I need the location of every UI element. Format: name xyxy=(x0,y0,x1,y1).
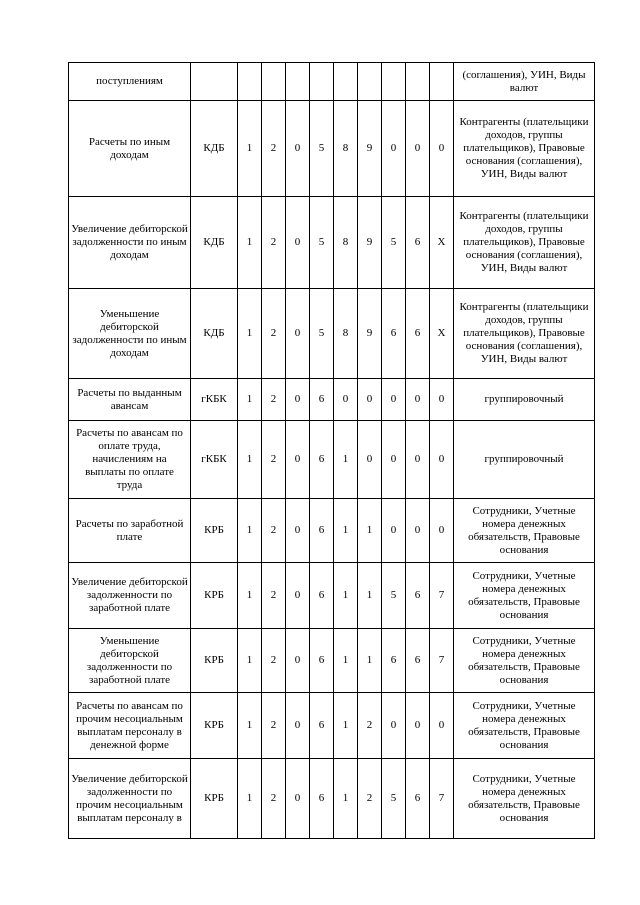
account-code-digit-cell: 5 xyxy=(310,289,334,379)
account-kind-cell: гКБК xyxy=(191,379,238,421)
account-kind-cell xyxy=(191,63,238,101)
account-code-digit-cell: 0 xyxy=(358,421,382,499)
account-code-digit-cell: 5 xyxy=(310,197,334,289)
account-code-digit-cell: 6 xyxy=(406,289,430,379)
account-code-digit-cell xyxy=(430,63,454,101)
account-code-digit-cell: X xyxy=(430,289,454,379)
table-row xyxy=(69,63,595,101)
account-code-digit-cell: 0 xyxy=(430,101,454,197)
account-code-digit-cell: 6 xyxy=(310,563,334,629)
account-code-digit-cell: 1 xyxy=(334,693,358,759)
account-kind-cell: КДБ xyxy=(191,197,238,289)
table-row xyxy=(69,289,595,379)
analytics-cell: Контрагенты (плательщики доходов, группы плательщиков), Правовые основания (соглашения), УИН, Виды валют xyxy=(454,101,595,197)
account-code-digit-cell: 0 xyxy=(406,379,430,421)
account-code-digit-cell xyxy=(238,63,262,101)
account-name-cell: Увеличение дебиторской задолженности по заработной плате xyxy=(69,563,191,629)
account-code-digit-cell xyxy=(334,63,358,101)
account-code-digit-cell: 2 xyxy=(262,421,286,499)
table-row xyxy=(69,759,595,839)
account-code-digit-cell: 1 xyxy=(238,499,262,563)
account-code-digit-cell: 2 xyxy=(262,759,286,839)
account-kind-cell: КРБ xyxy=(191,499,238,563)
account-code-digit-cell: 5 xyxy=(310,101,334,197)
account-code-digit-cell: 2 xyxy=(262,379,286,421)
accounts-table xyxy=(68,62,595,839)
account-kind-cell: КРБ xyxy=(191,629,238,693)
account-code-digit-cell: 0 xyxy=(358,379,382,421)
account-code-digit-cell: 6 xyxy=(310,693,334,759)
account-code-digit-cell: 0 xyxy=(286,289,310,379)
account-code-digit-cell: 9 xyxy=(358,101,382,197)
account-code-digit-cell: 1 xyxy=(238,759,262,839)
account-code-digit-cell: 1 xyxy=(358,563,382,629)
analytics-cell: Сотрудники, Учетные номера денежных обязательств, Правовые основания xyxy=(454,499,595,563)
account-code-digit-cell: 1 xyxy=(358,629,382,693)
analytics-cell: (соглашения), УИН, Виды валют xyxy=(454,63,595,101)
account-code-digit-cell: 2 xyxy=(262,499,286,563)
account-code-digit-cell: 1 xyxy=(238,379,262,421)
account-name-cell: Уменьшение дебиторской задолженности по заработной плате xyxy=(69,629,191,693)
account-code-digit-cell: 8 xyxy=(334,101,358,197)
account-code-digit-cell: 0 xyxy=(430,379,454,421)
account-code-digit-cell: 0 xyxy=(382,421,406,499)
account-code-digit-cell: 7 xyxy=(430,759,454,839)
account-code-digit-cell: 0 xyxy=(334,379,358,421)
table-row xyxy=(69,101,595,197)
account-code-digit-cell: 1 xyxy=(238,197,262,289)
account-code-digit-cell: 2 xyxy=(262,197,286,289)
account-kind-cell: КРБ xyxy=(191,693,238,759)
account-code-digit-cell: 1 xyxy=(238,629,262,693)
account-code-digit-cell: 1 xyxy=(238,421,262,499)
account-name-cell: Расчеты по заработной плате xyxy=(69,499,191,563)
account-code-digit-cell xyxy=(262,63,286,101)
account-code-digit-cell: 0 xyxy=(286,197,310,289)
analytics-cell: Сотрудники, Учетные номера денежных обязательств, Правовые основания xyxy=(454,563,595,629)
table-row xyxy=(69,693,595,759)
account-code-digit-cell: 0 xyxy=(286,101,310,197)
account-code-digit-cell: 0 xyxy=(406,421,430,499)
account-code-digit-cell xyxy=(382,63,406,101)
table-row xyxy=(69,379,595,421)
account-code-digit-cell: 6 xyxy=(310,629,334,693)
account-code-digit-cell: 1 xyxy=(334,499,358,563)
account-code-digit-cell: 1 xyxy=(334,563,358,629)
account-code-digit-cell: 0 xyxy=(286,499,310,563)
account-code-digit-cell: 6 xyxy=(310,421,334,499)
account-name-cell: Расчеты по авансам по оплате труда, начислениям на выплаты по оплате труда xyxy=(69,421,191,499)
account-code-digit-cell: 0 xyxy=(382,379,406,421)
account-name-cell: Увеличение дебиторской задолженности по иным доходам xyxy=(69,197,191,289)
account-code-digit-cell: 0 xyxy=(286,421,310,499)
account-code-digit-cell: 9 xyxy=(358,289,382,379)
account-code-digit-cell: 2 xyxy=(262,101,286,197)
account-code-digit-cell: 6 xyxy=(382,629,406,693)
account-code-digit-cell: 2 xyxy=(358,759,382,839)
account-code-digit-cell: 9 xyxy=(358,197,382,289)
account-name-cell: Уменьшение дебиторской задолженности по иным доходам xyxy=(69,289,191,379)
account-code-digit-cell: 1 xyxy=(334,629,358,693)
analytics-cell: Сотрудники, Учетные номера денежных обязательств, Правовые основания xyxy=(454,759,595,839)
accounts-table-body xyxy=(69,63,595,839)
account-name-cell: Расчеты по выданным авансам xyxy=(69,379,191,421)
table-row xyxy=(69,563,595,629)
account-code-digit-cell: 6 xyxy=(310,759,334,839)
analytics-cell: группировочный xyxy=(454,421,595,499)
account-kind-cell: КДБ xyxy=(191,101,238,197)
account-name-cell: Расчеты по иным доходам xyxy=(69,101,191,197)
account-code-digit-cell: 0 xyxy=(382,499,406,563)
account-kind-cell: КРБ xyxy=(191,563,238,629)
account-code-digit-cell: 1 xyxy=(238,101,262,197)
account-code-digit-cell xyxy=(406,63,430,101)
account-code-digit-cell: 0 xyxy=(286,629,310,693)
account-code-digit-cell: 7 xyxy=(430,563,454,629)
account-code-digit-cell: 5 xyxy=(382,563,406,629)
analytics-cell: Контрагенты (плательщики доходов, группы плательщиков), Правовые основания (соглашения), УИН, Виды валют xyxy=(454,289,595,379)
account-code-digit-cell: 6 xyxy=(406,563,430,629)
account-code-digit-cell: 1 xyxy=(238,289,262,379)
account-code-digit-cell: 6 xyxy=(382,289,406,379)
account-code-digit-cell: 1 xyxy=(358,499,382,563)
account-code-digit-cell: 8 xyxy=(334,289,358,379)
account-code-digit-cell: 2 xyxy=(262,289,286,379)
account-code-digit-cell: 8 xyxy=(334,197,358,289)
analytics-cell: группировочный xyxy=(454,379,595,421)
account-code-digit-cell: 1 xyxy=(334,759,358,839)
account-code-digit-cell: 0 xyxy=(406,101,430,197)
analytics-cell: Контрагенты (плательщики доходов, группы плательщиков), Правовые основания (соглашения), УИН, Виды валют xyxy=(454,197,595,289)
account-code-digit-cell: 0 xyxy=(430,499,454,563)
account-code-digit-cell: 0 xyxy=(382,101,406,197)
account-code-digit-cell: 1 xyxy=(334,421,358,499)
account-code-digit-cell: 1 xyxy=(238,693,262,759)
table-row xyxy=(69,421,595,499)
table-row xyxy=(69,499,595,563)
account-code-digit-cell: 6 xyxy=(406,759,430,839)
analytics-cell: Сотрудники, Учетные номера денежных обязательств, Правовые основания xyxy=(454,693,595,759)
account-code-digit-cell: 0 xyxy=(286,379,310,421)
account-code-digit-cell: 1 xyxy=(238,563,262,629)
account-code-digit-cell: 5 xyxy=(382,197,406,289)
account-kind-cell: КРБ xyxy=(191,759,238,839)
account-code-digit-cell: X xyxy=(430,197,454,289)
table-row xyxy=(69,629,595,693)
account-code-digit-cell: 0 xyxy=(286,759,310,839)
account-code-digit-cell: 2 xyxy=(262,629,286,693)
account-code-digit-cell: 0 xyxy=(286,693,310,759)
account-code-digit-cell: 2 xyxy=(262,563,286,629)
table-row xyxy=(69,197,595,289)
account-code-digit-cell: 0 xyxy=(430,421,454,499)
account-kind-cell: КДБ xyxy=(191,289,238,379)
account-code-digit-cell: 7 xyxy=(430,629,454,693)
account-name-cell: Расчеты по авансам по прочим несоциальным выплатам персоналу в денежной форме xyxy=(69,693,191,759)
account-code-digit-cell: 0 xyxy=(406,499,430,563)
account-code-digit-cell: 2 xyxy=(358,693,382,759)
account-name-cell: Увеличение дебиторской задолженности по прочим несоциальным выплатам персоналу в xyxy=(69,759,191,839)
account-code-digit-cell: 6 xyxy=(310,379,334,421)
account-code-digit-cell: 0 xyxy=(430,693,454,759)
account-kind-cell: гКБК xyxy=(191,421,238,499)
account-code-digit-cell: 2 xyxy=(262,693,286,759)
account-code-digit-cell: 5 xyxy=(382,759,406,839)
account-code-digit-cell: 6 xyxy=(406,197,430,289)
account-code-digit-cell xyxy=(358,63,382,101)
account-code-digit-cell: 6 xyxy=(406,629,430,693)
account-code-digit-cell xyxy=(286,63,310,101)
account-code-digit-cell: 0 xyxy=(406,693,430,759)
account-code-digit-cell: 6 xyxy=(310,499,334,563)
account-name-cell: поступлениям xyxy=(69,63,191,101)
account-code-digit-cell xyxy=(310,63,334,101)
analytics-cell: Сотрудники, Учетные номера денежных обязательств, Правовые основания xyxy=(454,629,595,693)
account-code-digit-cell: 0 xyxy=(382,693,406,759)
account-code-digit-cell: 0 xyxy=(286,563,310,629)
